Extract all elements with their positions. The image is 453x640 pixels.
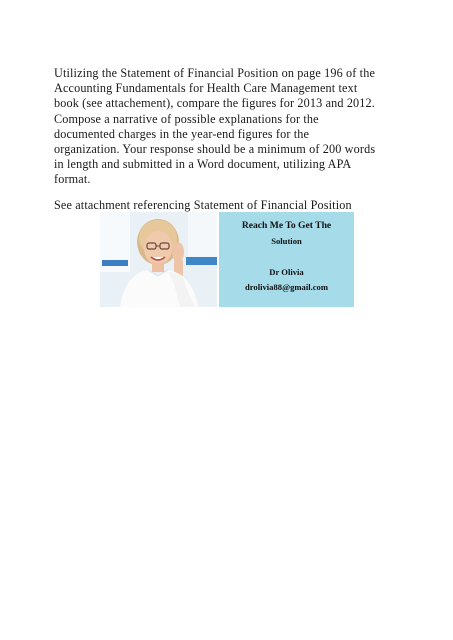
assignment-paragraph xyxy=(54,66,404,188)
attachment-note: See attachment referencing Statement of Financial Position xyxy=(54,198,352,212)
smiling-woman-photo-icon xyxy=(100,212,217,307)
paragraph-line: format. xyxy=(54,172,91,187)
banner-name: Dr Olivia xyxy=(269,267,304,277)
paragraph-line: organization. Your response should be a minimum of 200 words xyxy=(54,142,376,157)
paragraph-line: documented charges in the year-end figures for the xyxy=(54,126,310,141)
paragraph-line: Compose a narrative of possible explanations for the xyxy=(54,111,319,126)
banner-email: drolivia88@gmail.com xyxy=(244,282,329,292)
promo-image xyxy=(100,212,354,307)
paragraph-line: book (see attachement), compare the figures for 2013 and 2012. xyxy=(54,96,375,111)
paragraph-line: in length and submitted in a Word document, utilizing APA xyxy=(54,157,352,172)
paragraph-line: Utilizing the Statement of Financial Position on page 196 of the xyxy=(54,66,376,80)
contact-banner xyxy=(219,212,354,307)
banner-heading: Reach Me To Get The xyxy=(241,220,332,231)
paragraph-line: Accounting Fundamentals for Health Care Management text xyxy=(54,81,358,96)
banner-subheading: Solution xyxy=(271,236,302,246)
